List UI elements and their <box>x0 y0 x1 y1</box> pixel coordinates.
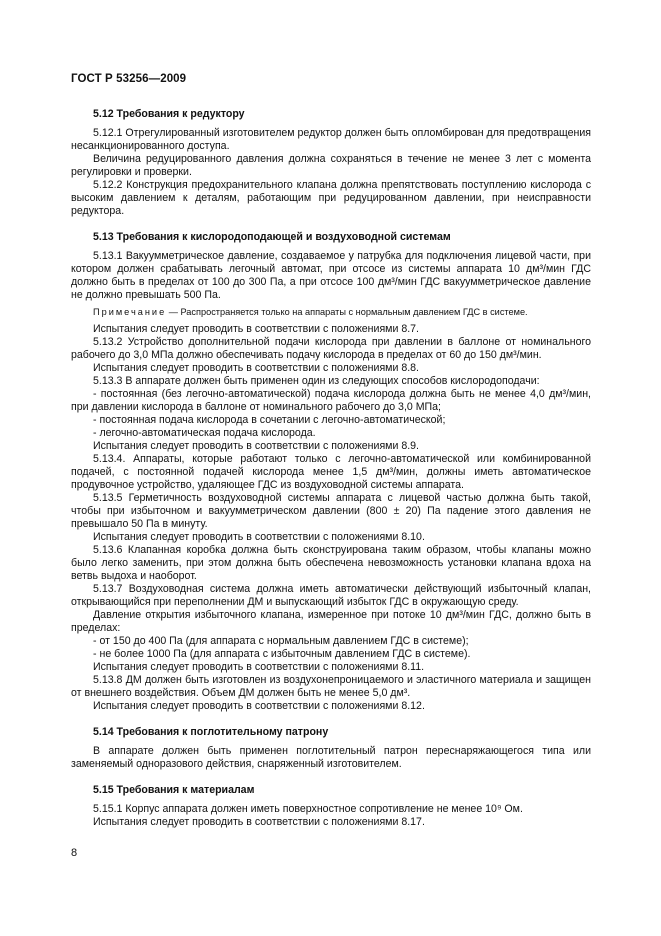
paragraph: Испытания следует проводить в соответствии с положениями 8.12. <box>93 700 425 712</box>
list-item: - легочно-автоматическая подача кислорода. <box>93 427 316 439</box>
paragraph: Величина редуцированного давления должна сохраняться в течение не менее 3 лет с момента регулировки и проверки. <box>71 153 591 178</box>
paragraph: Давление открытия избыточного клапана, измеренное при потоке 10 дм³/мин ГДС, должно быть в пределах: <box>71 609 591 634</box>
paragraph: 5.13.8 ДМ должен быть изготовлен из воздухонепроницаемого и эластичного материала и защищен от внешнего воздействия. Объем ДМ должен быть не менее 5,0 дм³. <box>71 674 591 699</box>
list-item: - не более 1000 Па (для аппарата с избыточным давлением ГДС в системе). <box>93 648 471 660</box>
paragraph: 5.13.6 Клапанная коробка должна быть сконструирована таким образом, чтобы клапаны можно было легко заменить, при этом должна быть обеспечена невозможность установки клапана вдоха на ветвь выдоха и наоборот. <box>71 544 591 582</box>
paragraph: Испытания следует проводить в соответствии с положениями 8.11. <box>93 661 425 673</box>
page-number: 8 <box>71 847 78 859</box>
paragraph: 5.13.1 Вакуумметрическое давление, создаваемое у патрубка для подключения лицевой части, при котором должен срабатывать легочный автомат, при отсосе из системы аппарата 10 дм³/мин ГДС должно быть в пределах от 100 до 300 Па, а при отсосе 100 дм³/мин ГДС вакуумметрическое давление не должно превышать 500 Па. <box>71 250 591 301</box>
note-label: Примечание <box>93 307 167 317</box>
paragraph: Испытания следует проводить в соответствии с положениями 8.9. <box>93 440 419 452</box>
section-heading: 5.13 Требования к кислородоподающей и воздуховодной системам <box>93 231 451 243</box>
section-5-12 <box>71 108 591 218</box>
paragraph: 5.12.1 Отрегулированный изготовителем редуктор должен быть опломбирован для предотвращения несанкционированного доступа. <box>71 127 591 152</box>
paragraph: 5.13.2 Устройство дополнительной подачи кислорода при давлении в баллоне от номинального рабочего до 3,0 МПа должно обеспечивать подачу кислорода в пределах от 60 до 150 дм³/мин. <box>71 336 591 361</box>
section-heading: 5.12 Требования к редуктору <box>93 108 245 120</box>
paragraph: Испытания следует проводить в соответствии с положениями 8.8. <box>93 362 419 374</box>
section-5-15 <box>71 784 591 829</box>
paragraph: Испытания следует проводить в соответствии с положениями 8.17. <box>93 816 425 828</box>
note <box>71 306 591 318</box>
paragraph: 5.15.1 Корпус аппарата должен иметь поверхностное сопротивление не менее 10⁹ Ом. <box>93 803 523 815</box>
paragraph: 5.13.4. Аппараты, которые работают только с легочно-автоматической или комбинированной подачей, с постоянной подачей кислорода менее 1,5 дм³/мин, должны иметь автоматическое продувочное устройство, удаляющее ГДС из воздуховодной системы аппарата. <box>71 453 591 491</box>
paragraph: 5.13.3 В аппарате должен быть применен один из следующих способов кислородоподачи: <box>93 375 540 387</box>
section-heading: 5.14 Требования к поглотительному патрону <box>93 726 329 738</box>
document-code: ГОСТ Р 53256—2009 <box>71 73 187 85</box>
paragraph: Испытания следует проводить в соответствии с положениями 8.7. <box>93 323 419 335</box>
list-item: - постоянная подача кислорода в сочетании с легочно-автоматической; <box>93 414 446 426</box>
paragraph: В аппарате должен быть применен поглотительный патрон переснаряжающегося типа или заменяемый одноразового действия, снаряженный изготовителем. <box>71 745 591 770</box>
section-heading: 5.15 Требования к материалам <box>93 784 255 796</box>
section-5-13 <box>71 231 591 713</box>
note-text: — Распространяется только на аппараты с нормальным давлением ГДС в системе. <box>166 307 528 317</box>
paragraph: 5.13.5 Герметичность воздуховодной системы аппарата с лицевой частью должна быть такой, чтобы при избыточном и вакуумметрическом давлении (800 ± 20) Па падение этого давления не превышало 50 Па в минуту. <box>71 492 591 530</box>
section-5-14 <box>71 726 591 771</box>
paragraph: Испытания следует проводить в соответствии с положениями 8.10. <box>93 531 425 543</box>
paragraph: 5.12.2 Конструкция предохранительного клапана должна препятствовать поступлению кислорода с высоким давлением к деталям, работающим при редуцированном давлении, при неисправности редуктора. <box>71 179 591 217</box>
list-item: - от 150 до 400 Па (для аппарата с нормальным давлением ГДС в системе); <box>93 635 469 647</box>
list-item: - постоянная (без легочно-автоматической) подача кислорода должна быть не менее 4,0 дм³/мин, при давлении кислорода в баллоне от номинального рабочего до 3,0 МПа; <box>71 388 591 413</box>
paragraph: 5.13.7 Воздуховодная система должна иметь автоматически действующий избыточный клапан, открывающийся при переполнении ДМ и выпускающий избыток ГДС в окружающую среду. <box>71 583 591 608</box>
document-body <box>71 108 591 842</box>
